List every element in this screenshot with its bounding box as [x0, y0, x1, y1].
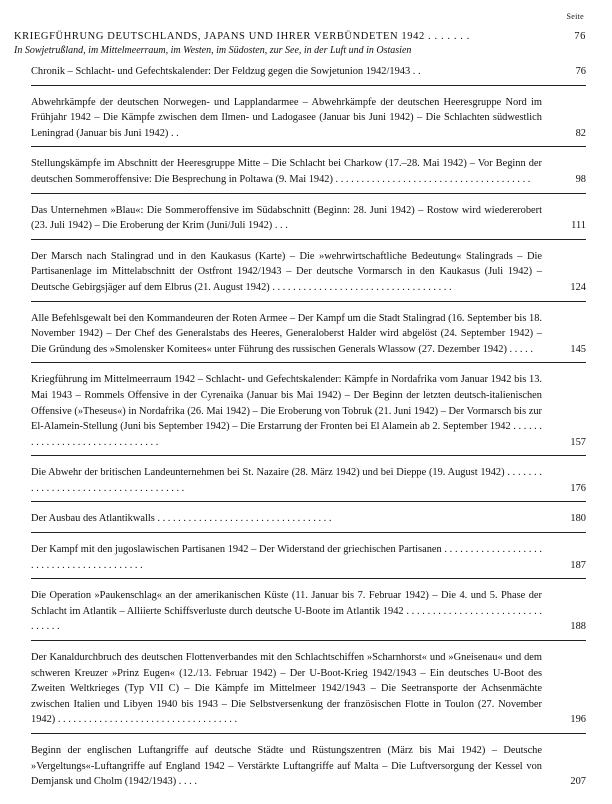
toc-entry-page: 196: [570, 714, 586, 726]
toc-entry[interactable]: [31, 511, 586, 533]
toc-entry[interactable]: [31, 64, 586, 86]
toc-entry-text: Kriegführung im Mittelmeerraum 1942 – Schlacht- und Gefechtskalender: Kämpfe in Nordafrika vom Januar 1942 bis 13. Mai 1943 – Rommels Offensive in der Cyrenaika (Januar bis Mai 1942) – Der Beginn der letzten deutsch-italienischen Offensive (»Theseus«) in Nordafrika (26. Mai 1942) – Die Eroberung von Tobruk (21. Juni 1942) – Der Vormarsch bis zur El-Alamein-Stellung (Juni bis September 1942) – Die Erstarrung der Fronten bei El Alamein ab 2. September 1942 . . . . . . . . . . . . . . . . . . . . . . . . . . . . . . .: [31, 374, 542, 448]
toc-entry-page: 207: [570, 776, 586, 788]
toc-entry[interactable]: [31, 542, 586, 579]
toc-entry-page: 145: [570, 343, 586, 355]
toc-entry[interactable]: [31, 465, 586, 502]
toc-entry-text: Der Kanaldurchbruch des deutschen Flottenverbandes mit den Schlachtschiffen »Scharnhorst« und »Gneisenau« und dem schweren Kreuzer »Prinz Eugen« (12./13. Februar 1942) – Der U-Boot-Krieg 1942/1943 – Ein deutsches U-Boot des Zweiten Weltkrieges (Typ VII C) – Die Kämpfe im Mittelmeer 1942/1943 – Die Seetransporte der Achsenmächte zwischen Italien und Libyen 1940 bis 1943 – Die Selbstversenkung der französischen Flotte in Toulon (27. November 1942) . . . . . . . . . . . . . . . . . . . . . . . . . . . . . . . . . . .: [31, 652, 542, 726]
toc-entry-text: Beginn der englischen Luftangriffe auf deutsche Städte und Rüstungszentren (März bis Mai 1942) – Deutsche »Vergeltungs«-Luftangriffe auf England 1942 – Verstärkte Luftangriffe auf Malta – Die Luftversorgung der Kessel von Demjansk und Cholm (1942/1943) . . . .: [31, 745, 542, 788]
toc-entries: [31, 64, 586, 804]
toc-entry[interactable]: [31, 249, 586, 302]
section-title-line: [14, 30, 586, 44]
toc-entry-text: Der Kampf mit den jugoslawischen Partisanen 1942 – Der Widerstand der griechischen Partisanen . . . . . . . . . . . . . . . . . . . . . . . . . . . . . . . . . . . . . . . . .: [31, 544, 542, 571]
toc-entry-text: Der Ausbau des Atlantikwalls . . . . . . . . . . . . . . . . . . . . . . . . . . . . . . . . . .: [31, 513, 332, 525]
toc-entry[interactable]: [31, 372, 586, 456]
toc-entry-page: 180: [570, 513, 586, 525]
toc-entry-page: 187: [570, 559, 586, 571]
toc-entry-text: Die Abwehr der britischen Landeunternehmen bei St. Nazaire (28. März 1942) und bei Dieppe (19. August 1942) . . . . . . . . . . . . . . . . . . . . . . . . . . . . . . . . . . . . .: [31, 467, 542, 494]
section-title: KRIEGFÜHRUNG DEUTSCHLANDS, JAPANS UND IHRER VERBÜNDETEN 1942 . . . . . . .: [14, 31, 470, 42]
toc-entry[interactable]: [31, 588, 586, 641]
toc-entry-text: Der Marsch nach Stalingrad und in den Kaukasus (Karte) – Die »wehrwirtschaftliche Bedeutung« Stalingrads – Die Partisanenlage im Mittelabschnitt der Ostfront 1942/1943 – Der deutsche Vormarsch in den Kaukasus (Juli 1942) – Deutsche Gebirgsjäger auf dem Elbrus (21. August 1942) . . . . . . . . . . . . . . . . . . . . . . . . . . . . . . . . . . .: [31, 250, 542, 293]
toc-entry-text: Das Unternehmen »Blau«: Die Sommeroffensive im Südabschnitt (Beginn: 28. Juni 1942) – Rostow wird wiedererobert (23. Juli 1942) – Die Eroberung der Krim (Juni/Juli 1942) . . .: [31, 204, 542, 232]
toc-entry[interactable]: [31, 156, 586, 193]
toc-entry[interactable]: [31, 650, 586, 734]
section-subtitle: In Sowjetrußland, im Mittelmeerraum, im Westen, im Südosten, zur See, in der Luft und in Ostasien: [14, 45, 412, 56]
toc-entry-page: 76: [575, 66, 586, 77]
toc-entry[interactable]: [31, 311, 586, 364]
toc-entry-page: 111: [571, 220, 586, 232]
toc-entry[interactable]: [31, 203, 586, 240]
section-title-page: 76: [574, 31, 586, 42]
toc-entry-text: Stellungskämpfe im Abschnitt der Heeresgruppe Mitte – Die Schlacht bei Charkow (17.–28. Mai 1942) – Vor Beginn der deutschen Sommeroffensive: Die Besprechung in Poltawa (9. Mai 1942) . . . . . . . . . . . . . . . . . . . . . . . . . . . . . . . . . . . . . .: [31, 158, 542, 185]
section-header: [14, 30, 586, 57]
toc-entry-page: 157: [570, 436, 586, 448]
toc-entry-page: 98: [575, 173, 586, 185]
toc-entry[interactable]: [31, 743, 586, 795]
toc-entry-page: 124: [570, 281, 586, 293]
toc-entry-text: Abwehrkämpfe der deutschen Norwegen- und Lapplandarmee – Abwehrkämpfe der deutschen Heeresgruppe Nord im Frühjahr 1942 – Die Kämpfe zwischen dem Ilmen- und Ladogasee (Januar bis Juni 1942) – Die Schlachten südwestlich Leningrad (Januar bis Juni 1942) . .: [31, 96, 542, 139]
seite-label: Seite: [566, 12, 584, 21]
toc-entry-page: 82: [575, 127, 586, 139]
toc-entry-page: 176: [570, 482, 586, 494]
toc-entry-text: Die Operation »Paukenschlag« an der amerikanischen Küste (11. Januar bis 7. Februar 1942) – Die 4. und 5. Phase der Schlacht im Atlantik – Alliierte Schiffsverluste durch deutsche U-Boote im Atlantik 1942 . . . . . . . . . . . . . . . . . . . . . . . . . . . . . . . .: [31, 590, 542, 633]
toc-entry[interactable]: [31, 95, 586, 148]
toc-entry-page: 188: [570, 621, 586, 633]
toc-entry-text: Chronik – Schlacht- und Gefechtskalender: Der Feldzug gegen die Sowjetunion 1942/1943 . .: [31, 66, 421, 77]
toc-entry-text: Alle Befehlsgewalt bei den Kommandeuren der Roten Armee – Der Kampf um die Stadt Stalingrad (16. September bis 18. November 1942) – Der Chef des Generalstabs des Heeres, Generaloberst Halder wird abgelöst (24. September 1942) – Die Gründung des »Smolensker Komitees« unter Führung des russischen Generals Wlassow (27. Dezember 1942) . . . . .: [31, 312, 542, 355]
